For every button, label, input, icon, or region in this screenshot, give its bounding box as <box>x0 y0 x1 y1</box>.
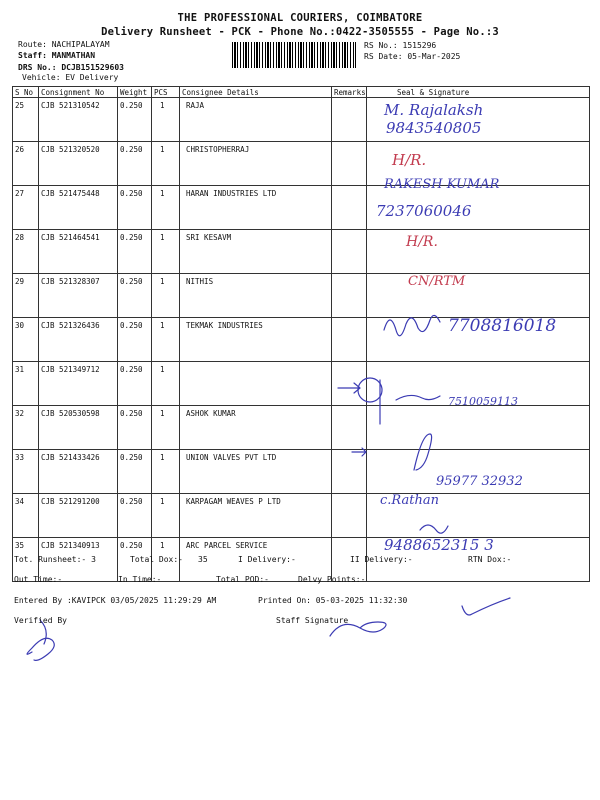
row-consignee: SRI KESAVM <box>180 230 332 274</box>
row-pcs: 1 <box>152 274 180 318</box>
col-sno: S No <box>13 87 39 98</box>
drs-number: DRS No.: DCJB151529603 <box>18 63 124 72</box>
row-pcs: 1 <box>152 406 180 450</box>
row-pcs: 1 <box>152 98 180 142</box>
hand-r26: H/R. <box>392 151 427 169</box>
hand-r32: 7510059113 <box>448 395 518 408</box>
row-consignment: CJB 520530598 <box>39 406 118 450</box>
row-pcs: 1 <box>152 538 180 582</box>
row-consignee: KARPAGAM WEAVES P LTD <box>180 494 332 538</box>
tot-runsheet: Tot. Runsheet:- 3 <box>14 555 96 564</box>
rs-number: RS No.: 1515296 <box>364 41 437 50</box>
col-remarks: Remarks <box>332 87 367 98</box>
hand-r25b: 9843540805 <box>386 119 482 137</box>
row-consignee: HARAN INDUSTRIES LTD <box>180 186 332 230</box>
rs-date: RS Date: 05-Mar-2025 <box>364 52 461 61</box>
row-sno: 27 <box>13 186 39 230</box>
row-sno: 28 <box>13 230 39 274</box>
row-pcs: 1 <box>152 186 180 230</box>
hand-r27a: RAKESH KUMAR <box>384 177 500 192</box>
row-consignment: CJB 521291200 <box>39 494 118 538</box>
row-consignment: CJB 521340913 <box>39 538 118 582</box>
row-pcs: 1 <box>152 362 180 406</box>
row-consignment: CJB 521310542 <box>39 98 118 142</box>
row-weight: 0.250 <box>118 406 152 450</box>
row-sno: 32 <box>13 406 39 450</box>
delvy-points: Delvy Points:- <box>298 575 366 584</box>
row-consignee: CHRISTOPHERRAJ <box>180 142 332 186</box>
route-label: Route: NACHIPALAYAM <box>18 40 110 49</box>
entered-by: Entered By :KAVIPCK 03/05/2025 11:29:29 AM <box>14 596 217 605</box>
row-consignee: ARC PARCEL SERVICE <box>180 538 332 582</box>
row-sno: 30 <box>13 318 39 362</box>
col-consignee: Consignee Details <box>180 87 332 98</box>
i-delivery: I Delivery:- <box>238 555 296 564</box>
row-pcs: 1 <box>152 494 180 538</box>
col-pcs: PCS <box>152 87 180 98</box>
row-sno: 33 <box>13 450 39 494</box>
printed-on: Printed On: 05-03-2025 11:32:30 <box>258 596 408 605</box>
total-dox-value: 35 <box>198 555 208 564</box>
row-weight: 0.250 <box>118 186 152 230</box>
row-sno: 26 <box>13 142 39 186</box>
row-weight: 0.250 <box>118 142 152 186</box>
row-consignee: UNION VALVES PVT LTD <box>180 450 332 494</box>
hand-r28: H/R. <box>406 234 438 250</box>
row-pcs: 1 <box>152 318 180 362</box>
row-weight: 0.250 <box>118 318 152 362</box>
out-time: Out Time:- <box>14 575 63 584</box>
row-sno: 25 <box>13 98 39 142</box>
row-sno: 34 <box>13 494 39 538</box>
row-consignee: ASHOK KUMAR <box>180 406 332 450</box>
row-weight: 0.250 <box>118 450 152 494</box>
row-weight: 0.250 <box>118 274 152 318</box>
ii-delivery: II Delivery:- <box>350 555 413 564</box>
row-consignee: TEKMAK INDUSTRIES <box>180 318 332 362</box>
col-seal-signature: Seal & Signature <box>367 87 590 98</box>
row-consignment: CJB 521326436 <box>39 318 118 362</box>
hand-r27b: 7237060046 <box>376 202 472 220</box>
hand-r25a: M. Rajalaksh <box>384 101 484 119</box>
row-consignment: CJB 521328307 <box>39 274 118 318</box>
row-weight: 0.250 <box>118 98 152 142</box>
hand-r30: 7708816018 <box>448 316 557 336</box>
row-consignment: CJB 521475448 <box>39 186 118 230</box>
staff-label: Staff: MANMATHAN <box>18 51 96 60</box>
col-weight: Weight <box>118 87 152 98</box>
hand-r34a: 95977 32932 <box>436 474 523 489</box>
row-consignee: RAJA <box>180 98 332 142</box>
company-name: THE PROFESSIONAL COURIERS, COIMBATORE <box>177 12 423 24</box>
total-dox-label: Total Dox:- <box>130 555 183 564</box>
row-consignee: NITHIS <box>180 274 332 318</box>
col-consignment: Consignment No <box>39 87 118 98</box>
row-weight: 0.250 <box>118 494 152 538</box>
in-time: In Time:- <box>118 575 162 584</box>
hand-r29: CN/RTM <box>408 274 466 289</box>
rtn-dox: RTN Dox:- <box>468 555 512 564</box>
row-weight: 0.250 <box>118 230 152 274</box>
row-consignment: CJB 521433426 <box>39 450 118 494</box>
row-weight: 0.250 <box>118 538 152 582</box>
row-sno: 31 <box>13 362 39 406</box>
row-pcs: 1 <box>152 230 180 274</box>
staff-signature: Staff Signature <box>276 616 349 625</box>
row-sno: 35 <box>13 538 39 582</box>
row-consignment: CJB 521320520 <box>39 142 118 186</box>
row-pcs: 1 <box>152 142 180 186</box>
vehicle-label: Vehicle: EV Delivery <box>22 73 119 82</box>
row-weight: 0.250 <box>118 362 152 406</box>
total-pod: Total POD:- <box>216 575 269 584</box>
row-consignment: CJB 521349712 <box>39 362 118 406</box>
row-consignment: CJB 521464541 <box>39 230 118 274</box>
hand-r34b: c.Rathan <box>380 493 439 508</box>
runsheet-title: Delivery Runsheet - PCK - Phone No.:0422-3505555 - Page No.:3 <box>101 26 499 38</box>
row-sno: 29 <box>13 274 39 318</box>
row-pcs: 1 <box>152 450 180 494</box>
verified-by: Verified By <box>14 616 67 625</box>
hand-r35: 9488652315 3 <box>384 536 494 554</box>
